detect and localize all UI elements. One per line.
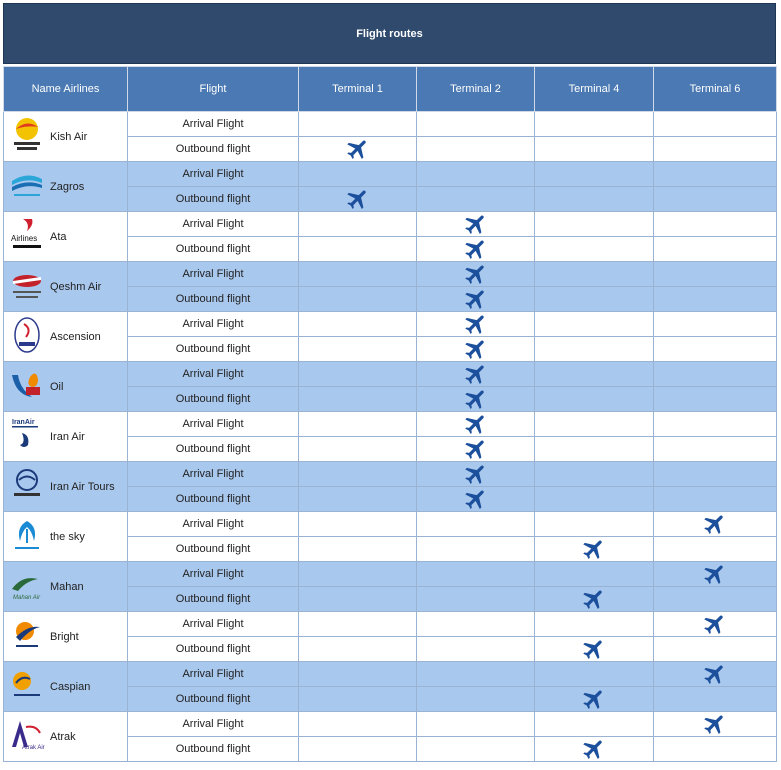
terminal-cell [654, 537, 777, 562]
bright-logo [4, 615, 50, 658]
table-row [4, 562, 777, 587]
terminal-cell [654, 112, 777, 137]
flight-type: Arrival Flight [128, 512, 299, 537]
airplane-icon [417, 311, 534, 337]
terminal-cell [299, 612, 417, 637]
terminal-cell [417, 137, 535, 162]
terminal-cell [654, 737, 777, 762]
terminal-cell [535, 337, 654, 362]
terminal-cell [417, 712, 535, 737]
flight-type: Outbound flight [128, 187, 299, 212]
terminal-cell [654, 162, 777, 187]
terminal-cell [417, 512, 535, 537]
airplane-icon [417, 236, 534, 262]
airline-name: Zagros [50, 180, 85, 193]
flight-routes-table [3, 66, 777, 762]
terminal-cell [417, 562, 535, 587]
flight-type: Arrival Flight [128, 312, 299, 337]
flight-type: Outbound flight [128, 437, 299, 462]
terminal-cell [535, 562, 654, 587]
airplane-icon [654, 611, 776, 637]
table-row [4, 112, 777, 137]
flight-type: Outbound flight [128, 737, 299, 762]
terminal-cell [654, 637, 777, 662]
terminal-cell [299, 187, 417, 212]
terminal-cell [535, 112, 654, 137]
terminal-cell [654, 562, 777, 587]
terminal-cell [654, 487, 777, 512]
ata-logo [4, 215, 50, 258]
flight-type: Outbound flight [128, 387, 299, 412]
terminal-cell [535, 262, 654, 287]
terminal-cell [299, 537, 417, 562]
terminal-cell [417, 412, 535, 437]
terminal-cell [535, 712, 654, 737]
terminal-cell [299, 287, 417, 312]
terminal-cell [417, 162, 535, 187]
terminal-cell [654, 387, 777, 412]
airline-cell [4, 512, 128, 562]
header-terminal-2: Terminal 2 [417, 67, 535, 112]
flight-type: Arrival Flight [128, 662, 299, 687]
flight-type: Outbound flight [128, 137, 299, 162]
terminal-cell [299, 712, 417, 737]
table-row [4, 412, 777, 437]
terminal-cell [299, 687, 417, 712]
terminal-cell [417, 387, 535, 412]
header-terminal-1: Terminal 1 [299, 67, 417, 112]
flight-type: Arrival Flight [128, 612, 299, 637]
terminal-cell [654, 662, 777, 687]
iran-air-logo [4, 415, 50, 458]
flight-routes-panel [3, 3, 776, 762]
table-row [4, 662, 777, 687]
terminal-cell [417, 587, 535, 612]
flight-type: Outbound flight [128, 587, 299, 612]
terminal-cell [299, 637, 417, 662]
airplane-icon [417, 336, 534, 362]
terminal-cell [299, 737, 417, 762]
airline-cell [4, 262, 128, 312]
airplane-icon [417, 211, 534, 237]
airline-cell [4, 662, 128, 712]
ascension-logo [4, 315, 50, 358]
terminal-cell [299, 587, 417, 612]
flight-type: Outbound flight [128, 287, 299, 312]
terminal-cell [654, 137, 777, 162]
flight-type: Outbound flight [128, 687, 299, 712]
airline-name: Ascension [50, 330, 101, 343]
qeshm-air-logo [4, 265, 50, 308]
terminal-cell [417, 237, 535, 262]
the-sky-logo [4, 515, 50, 558]
terminal-cell [535, 662, 654, 687]
airplane-icon [535, 686, 653, 712]
airplane-icon [417, 486, 534, 512]
terminal-cell [654, 462, 777, 487]
flight-type: Outbound flight [128, 637, 299, 662]
terminal-cell [535, 312, 654, 337]
airline-name: the sky [50, 530, 85, 543]
airplane-icon [654, 711, 776, 737]
table-title: Flight routes [3, 3, 776, 64]
terminal-cell [535, 487, 654, 512]
terminal-cell [299, 487, 417, 512]
airline-cell [4, 212, 128, 262]
airplane-icon [535, 636, 653, 662]
airplane-icon [417, 436, 534, 462]
terminal-cell [654, 612, 777, 637]
terminal-cell [417, 487, 535, 512]
airline-name: Iran Air Tours [50, 480, 115, 493]
airplane-icon [417, 386, 534, 412]
terminal-cell [299, 212, 417, 237]
terminal-cell [417, 287, 535, 312]
terminal-cell [654, 337, 777, 362]
terminal-cell [417, 612, 535, 637]
flight-type: Arrival Flight [128, 112, 299, 137]
flight-type: Arrival Flight [128, 712, 299, 737]
terminal-cell [535, 437, 654, 462]
terminal-cell [535, 387, 654, 412]
flight-type: Outbound flight [128, 537, 299, 562]
airline-cell [4, 612, 128, 662]
airplane-icon [535, 586, 653, 612]
flight-type: Arrival Flight [128, 562, 299, 587]
airline-name: Iran Air [50, 430, 85, 443]
header-flight: Flight [128, 67, 299, 112]
header-terminal-6: Terminal 6 [654, 67, 777, 112]
airline-cell [4, 412, 128, 462]
airline-name: Oil [50, 380, 64, 393]
terminal-cell [299, 162, 417, 187]
airplane-icon [417, 411, 534, 437]
terminal-cell [417, 637, 535, 662]
iran-air-tours-logo [4, 465, 50, 508]
svg-text:Atrak Air: Atrak Air [22, 745, 45, 751]
terminal-cell [417, 437, 535, 462]
terminal-cell [654, 312, 777, 337]
flight-type: Arrival Flight [128, 362, 299, 387]
terminal-cell [417, 187, 535, 212]
airline-name: Bright [50, 630, 79, 643]
airline-cell [4, 712, 128, 762]
svg-text:Airlines: Airlines [11, 234, 38, 243]
terminal-cell [299, 387, 417, 412]
terminal-cell [654, 187, 777, 212]
oil-logo [4, 365, 50, 408]
terminal-cell [417, 112, 535, 137]
caspian-logo [4, 665, 50, 708]
header-name-airlines: Name Airlines [4, 67, 128, 112]
terminal-cell [299, 137, 417, 162]
airplane-icon [654, 511, 776, 537]
terminal-cell [299, 312, 417, 337]
table-row [4, 212, 777, 237]
airline-cell [4, 312, 128, 362]
terminal-cell [299, 512, 417, 537]
flight-type: Arrival Flight [128, 462, 299, 487]
terminal-cell [654, 687, 777, 712]
terminal-cell [654, 237, 777, 262]
terminal-cell [535, 162, 654, 187]
zagros-logo [4, 165, 50, 208]
flight-type: Arrival Flight [128, 262, 299, 287]
terminal-cell [535, 137, 654, 162]
terminal-cell [417, 737, 535, 762]
terminal-cell [535, 287, 654, 312]
airplane-icon [535, 536, 653, 562]
terminal-cell [535, 512, 654, 537]
flight-type: Arrival Flight [128, 212, 299, 237]
airline-name: Qeshm Air [50, 280, 102, 293]
airline-cell [4, 562, 128, 612]
terminal-cell [299, 237, 417, 262]
airplane-icon [654, 561, 776, 587]
terminal-cell [299, 337, 417, 362]
flight-type: Outbound flight [128, 237, 299, 262]
airline-name: Caspian [50, 680, 91, 693]
svg-text:Mahan Air: Mahan Air [13, 595, 41, 601]
terminal-cell [299, 662, 417, 687]
terminal-cell [654, 412, 777, 437]
svg-text:IranAir: IranAir [12, 419, 35, 426]
terminal-cell [535, 737, 654, 762]
table-row [4, 262, 777, 287]
terminal-cell [417, 462, 535, 487]
table-row [4, 312, 777, 337]
header-row [4, 67, 777, 112]
terminal-cell [417, 662, 535, 687]
terminal-cell [535, 212, 654, 237]
airline-name: Kish Air [50, 130, 88, 143]
terminal-cell [417, 537, 535, 562]
mahan-logo [4, 565, 50, 608]
terminal-cell [417, 262, 535, 287]
flight-type: Arrival Flight [128, 162, 299, 187]
atrak-logo [4, 715, 50, 758]
terminal-cell [535, 637, 654, 662]
terminal-cell [417, 362, 535, 387]
terminal-cell [299, 462, 417, 487]
terminal-cell [535, 187, 654, 212]
terminal-cell [654, 587, 777, 612]
terminal-cell [654, 362, 777, 387]
terminal-cell [299, 437, 417, 462]
airplane-icon [535, 736, 653, 762]
terminal-cell [535, 462, 654, 487]
terminal-cell [535, 537, 654, 562]
kish-air-logo [4, 115, 50, 158]
terminal-cell [535, 587, 654, 612]
flight-type: Outbound flight [128, 487, 299, 512]
table-row [4, 362, 777, 387]
table-row [4, 512, 777, 537]
terminal-cell [299, 112, 417, 137]
terminal-cell [417, 687, 535, 712]
airline-cell [4, 362, 128, 412]
terminal-cell [654, 712, 777, 737]
terminal-cell [654, 512, 777, 537]
terminal-cell [654, 212, 777, 237]
terminal-cell [535, 687, 654, 712]
table-row [4, 712, 777, 737]
terminal-cell [299, 562, 417, 587]
terminal-cell [299, 362, 417, 387]
header-terminal-4: Terminal 4 [535, 67, 654, 112]
terminal-cell [417, 337, 535, 362]
airline-name: Mahan [50, 580, 84, 593]
terminal-cell [299, 262, 417, 287]
airplane-icon [417, 286, 534, 312]
terminal-cell [535, 362, 654, 387]
table-row [4, 612, 777, 637]
terminal-cell [417, 312, 535, 337]
terminal-cell [654, 437, 777, 462]
airline-name: Ata [50, 230, 67, 243]
airplane-icon [299, 186, 416, 212]
flight-type: Arrival Flight [128, 412, 299, 437]
terminal-cell [535, 237, 654, 262]
airline-cell [4, 162, 128, 212]
airplane-icon [654, 661, 776, 687]
airplane-icon [417, 261, 534, 287]
airplane-icon [417, 461, 534, 487]
terminal-cell [299, 412, 417, 437]
airline-cell [4, 112, 128, 162]
airline-name: Atrak [50, 730, 76, 743]
airplane-icon [417, 361, 534, 387]
terminal-cell [654, 262, 777, 287]
terminal-cell [535, 412, 654, 437]
terminal-cell [535, 612, 654, 637]
terminal-cell [417, 212, 535, 237]
terminal-cell [654, 287, 777, 312]
table-row [4, 462, 777, 487]
airline-cell [4, 462, 128, 512]
table-row [4, 162, 777, 187]
airplane-icon [299, 136, 416, 162]
flight-type: Outbound flight [128, 337, 299, 362]
